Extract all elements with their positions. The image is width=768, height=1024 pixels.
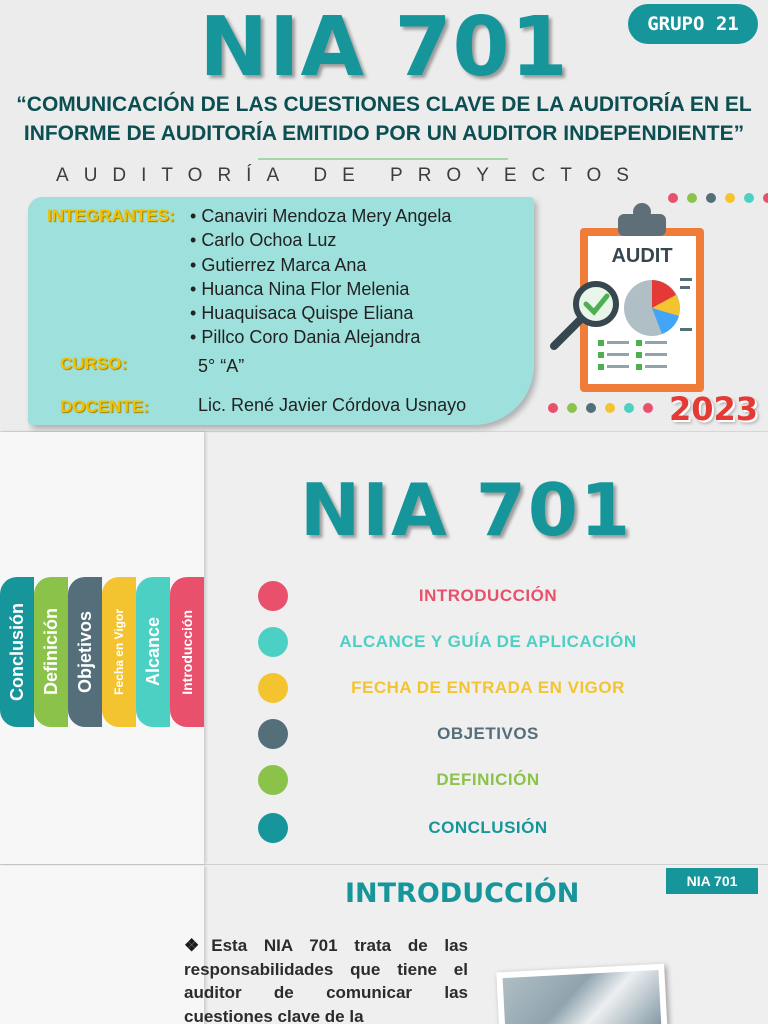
subtitle-divider (258, 158, 508, 160)
decor-dot (763, 193, 768, 203)
member-item: • Carlo Ochoa Luz (190, 228, 451, 252)
intro-title: INTRODUCCIÓN (345, 878, 580, 909)
bullet-dot (258, 581, 288, 611)
member-item: • Pillco Coro Dania Alejandra (190, 325, 451, 349)
cover-title: NIA 701 (199, 0, 569, 95)
tab-conclusion (0, 432, 34, 864)
tab-objetivos (68, 432, 102, 864)
intro-text: Esta NIA 701 trata de las responsabilidades que tiene el auditor de comunicar las cuestiones clave de la (184, 936, 468, 1024)
menu-item-label: OBJETIVOS (437, 724, 539, 743)
menu-item-label: ALCANCE Y GUÍA DE APLICACIÓN (339, 632, 637, 651)
menu-item-conclusion (258, 813, 678, 843)
tab-label: Conclusión (6, 603, 27, 701)
bullet-dot (258, 673, 288, 703)
menu-item-definicion (258, 765, 678, 795)
meeting-photo (496, 964, 667, 1024)
tab-banner (0, 577, 34, 727)
tab-fecha-vigor (102, 432, 136, 864)
teacher-label: DOCENTE: (60, 397, 149, 416)
menu-item-alcance (258, 627, 678, 657)
members-list (190, 204, 451, 350)
members-label: INTEGRANTES: (47, 206, 175, 225)
tab-label: Introducción (179, 609, 195, 695)
course-label: CURSO: (60, 354, 128, 373)
menu-item-label: DEFINICIÓN (436, 770, 540, 789)
course-name: AUDITORÍA DE PROYECTOS (56, 165, 644, 186)
cover-subtitle (0, 90, 768, 148)
decor-dot (567, 403, 577, 413)
member-item: • Canaviri Mendoza Mery Angela (190, 204, 451, 228)
nia-badge: NIA 701 (666, 868, 758, 894)
tab-banner (136, 577, 170, 727)
decor-dot (624, 403, 634, 413)
year-label: 2023 (668, 390, 758, 428)
member-item: • Huaquisaca Quispe Eliana (190, 301, 451, 325)
decor-dot (605, 403, 615, 413)
tab-definicion (34, 432, 68, 864)
subtitle-line-1: “COMUNICACIÓN DE LAS CUESTIONES CLAVE DE LA AUDITORÍA EN EL (16, 93, 752, 116)
member-item: • Gutierrez Marca Ana (190, 253, 451, 277)
member-item: • Huanca Nina Flor Melenia (190, 277, 451, 301)
tab-label: Objetivos (74, 610, 95, 694)
audit-word: AUDIT (611, 245, 673, 267)
cover-slide (0, 0, 768, 432)
subtitle-line-2: INFORME DE AUDITORÍA EMITIDO POR UN AUDITOR INDEPENDIENTE” (23, 122, 745, 145)
tab-banner (102, 577, 136, 727)
menu-item-label: INTRODUCCIÓN (418, 586, 558, 605)
tab-banner (34, 577, 68, 727)
decor-dots-bottom (548, 403, 653, 413)
bullet-dot (258, 813, 288, 843)
menu-item-fecha-vigor (258, 673, 678, 703)
menu-item-objetivos (258, 719, 678, 749)
tab-label: Fecha en Vigor (112, 609, 126, 695)
teacher-value: Lic. René Javier Córdova Usnayo (198, 395, 467, 415)
bullet-dot (258, 627, 288, 657)
tab-banner (170, 577, 204, 727)
menu-item-label: CONCLUSIÓN (428, 818, 548, 837)
bullet-dot (258, 719, 288, 749)
tab-banner (68, 577, 102, 727)
decor-dot (744, 193, 754, 203)
decor-dot (586, 403, 596, 413)
audit-clipboard-icon (540, 200, 710, 400)
intro-paragraph (184, 934, 468, 1024)
tab-alcance (136, 432, 170, 864)
index-title: NIA 701 (300, 468, 633, 552)
menu-item-introduccion (258, 581, 678, 611)
bullet-dot (258, 765, 288, 795)
tab-introduccion (170, 432, 204, 864)
tab-label: Alcance (142, 617, 163, 687)
decor-dot (548, 403, 558, 413)
decor-dot (643, 403, 653, 413)
menu-item-label: FECHA DE ENTRADA EN VIGOR (351, 678, 625, 697)
group-badge: GRUPO 21 (628, 4, 758, 44)
tab-label: Definición (40, 608, 61, 696)
decor-dot (725, 193, 735, 203)
course-value: 5° “A” (198, 356, 245, 376)
diamond-bullet-icon: ❖ (184, 936, 212, 955)
